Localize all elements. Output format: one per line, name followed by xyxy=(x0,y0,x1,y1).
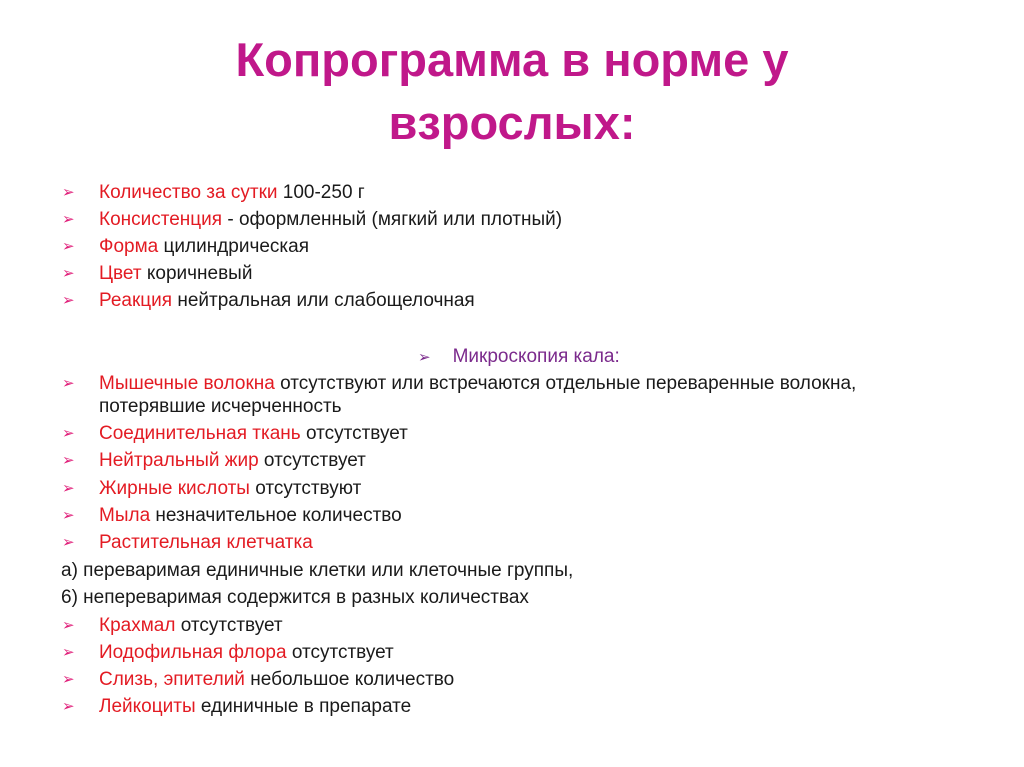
arrow-bullet-icon: ➢ xyxy=(62,238,75,255)
fiber-note-digestible: а) переваримая единичные клетки или клеточные группы, xyxy=(61,560,574,581)
arrow-bullet-icon: ➢ xyxy=(62,425,75,442)
item-term: Слизь, эпителий xyxy=(99,669,245,690)
item-description: цилиндрическая xyxy=(158,236,310,257)
title-line-2: взрослых: xyxy=(388,96,636,149)
item-term: Количество за сутки xyxy=(99,182,278,203)
arrow-bullet-icon: ➢ xyxy=(62,375,75,392)
arrow-bullet-icon: ➢ xyxy=(62,184,75,201)
arrow-bullet-icon: ➢ xyxy=(62,480,75,497)
item-term: Цвет xyxy=(99,263,142,284)
item-description: нейтральная или слабощелочная xyxy=(172,290,475,311)
arrow-bullet-icon: ➢ xyxy=(62,292,75,309)
item-term: Нейтральный жир xyxy=(99,450,259,471)
item-description-continuation: потерявшие исчерченность xyxy=(99,396,342,417)
arrow-bullet-icon: ➢ xyxy=(62,452,75,469)
slide-title xyxy=(0,28,1024,154)
item-term: Форма xyxy=(99,236,159,257)
arrow-bullet-icon: ➢ xyxy=(62,265,75,282)
arrow-bullet-icon: ➢ xyxy=(62,211,75,228)
item-description: 100-250 г xyxy=(277,182,365,203)
arrow-bullet-icon: ➢ xyxy=(62,671,75,688)
item-description: отсутствуют или встречаются отдельные переваренные волокна, xyxy=(274,373,857,394)
item-term: Консистенция xyxy=(99,209,223,230)
item-term: Лейкоциты xyxy=(99,696,196,717)
arrow-bullet-icon: ➢ xyxy=(418,349,431,366)
item-term: Реакция xyxy=(99,290,173,311)
arrow-bullet-icon: ➢ xyxy=(62,698,75,715)
item-description: отсутствует xyxy=(300,423,408,444)
item-description: отсутствует xyxy=(175,615,283,636)
fiber-note-indigestible: 6) непереваримая содержится в разных количествах xyxy=(61,587,529,608)
item-term: Растительная клетчатка xyxy=(99,532,313,553)
item-term: Мышечные волокна xyxy=(99,373,275,394)
item-term: Жирные кислоты xyxy=(99,478,250,499)
item-description: отсутствует xyxy=(286,642,394,663)
item-description: отсутствуют xyxy=(249,478,362,499)
item-term: Соединительная ткань xyxy=(99,423,301,444)
item-description: отсутствует xyxy=(258,450,366,471)
item-description: - оформленный (мягкий или плотный) xyxy=(222,209,563,230)
arrow-bullet-icon: ➢ xyxy=(62,617,75,634)
microscopy-heading xyxy=(418,345,620,370)
item-description: незначительное количество xyxy=(150,505,402,526)
title-line-1: Копрограмма в норме у xyxy=(235,33,789,86)
item-term: Иодофильная флора xyxy=(99,642,287,663)
item-description: небольшое количество xyxy=(244,669,455,690)
microscopy-heading-label: Микроскопия кала: xyxy=(452,346,620,367)
arrow-bullet-icon: ➢ xyxy=(62,644,75,661)
arrow-bullet-icon: ➢ xyxy=(62,534,75,551)
item-term: Мыла xyxy=(99,505,151,526)
item-description: коричневый xyxy=(141,263,253,284)
arrow-bullet-icon: ➢ xyxy=(62,507,75,524)
item-description: единичные в препарате xyxy=(195,696,412,717)
item-term: Крахмал xyxy=(99,615,176,636)
